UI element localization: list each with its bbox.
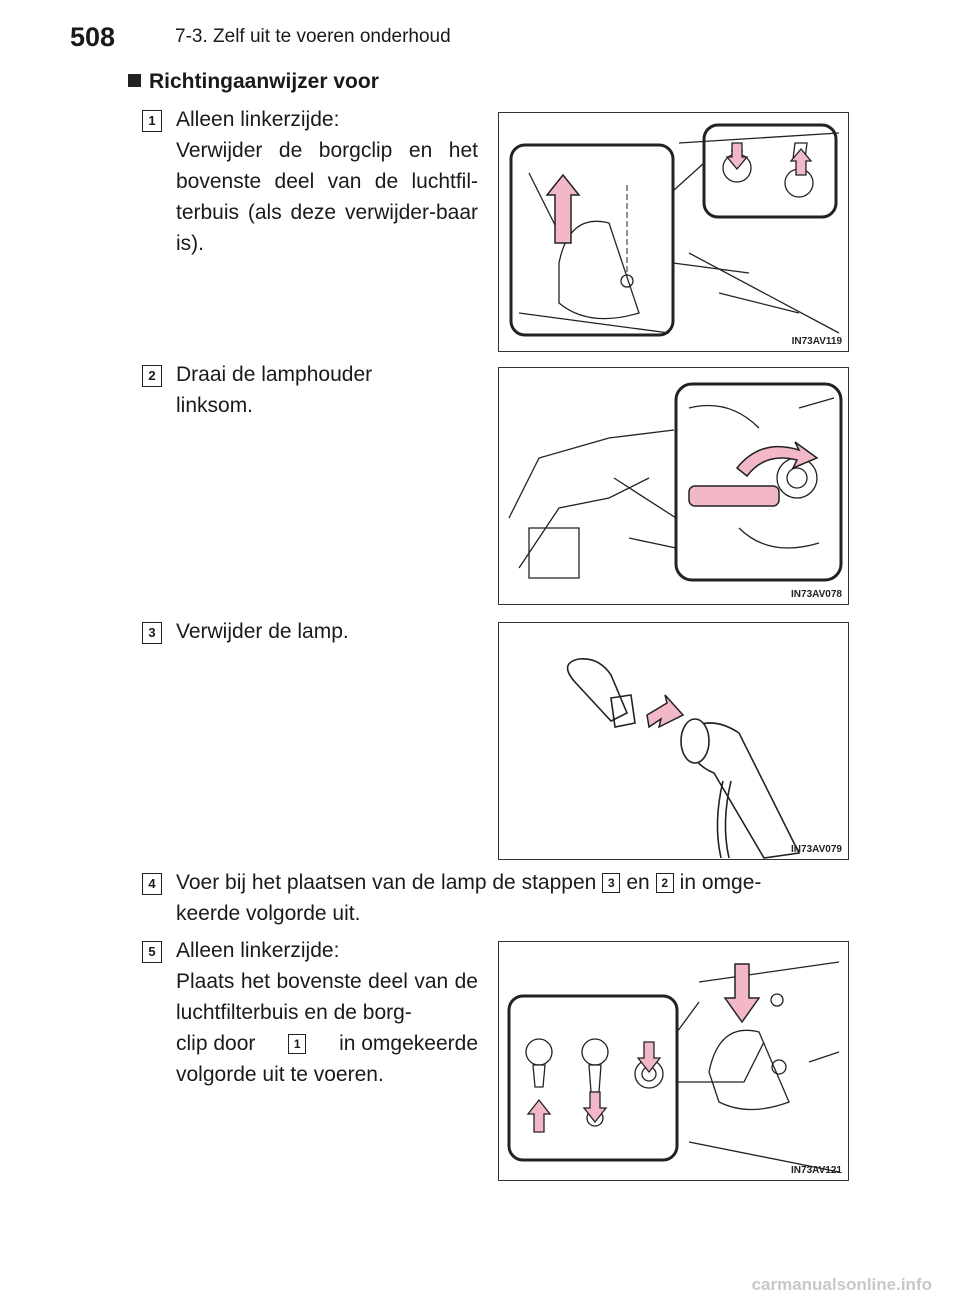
figure-step-1 (498, 112, 849, 352)
step-5-line-4: volgorde uit te voeren. (176, 1063, 384, 1086)
step-ref-3: 3 (602, 873, 620, 893)
step-5-line-3 (176, 1028, 478, 1059)
figure-step-3 (498, 622, 849, 860)
step-1-line-1: Alleen linkerzijde: (176, 108, 340, 131)
figure-step-5 (498, 941, 849, 1181)
step-4-line-1 (176, 867, 856, 898)
figure-code-2: IN73AV078 (791, 589, 842, 600)
bullet-square-icon (128, 74, 141, 87)
step-2-line-2: linksom. (176, 394, 254, 417)
step-5-text (176, 935, 478, 1090)
figure-code-5: IN73AV121 (791, 1165, 842, 1176)
step-5-line-2: Plaats het bovenste deel van de luchtfilterbuis en de borg- (176, 970, 478, 1024)
step-number-3: 3 (142, 622, 162, 644)
chapter-title: 7-3. Zelf uit te voeren onderhoud (175, 26, 451, 47)
step-3-line-1: Verwijder de lamp. (176, 620, 349, 643)
step-ref-1: 1 (288, 1034, 306, 1054)
step-number-1: 1 (142, 110, 162, 132)
section-title (128, 70, 379, 94)
step-4-text (176, 867, 856, 929)
bulb-removal-illustration (499, 623, 849, 860)
section-title-text: Richtingaanwijzer voor (149, 70, 379, 93)
step-3-text (176, 616, 478, 647)
step-2-line-1: Draai de lamphouder (176, 363, 373, 386)
watermark: carmanualsonline.info (751, 1275, 932, 1294)
step-4-text-a: Voer bij het plaatsen van de lamp de stappen (176, 871, 597, 894)
step-1-text (176, 104, 478, 259)
engine-bay-illustration-1 (499, 113, 849, 352)
step-number-4: 4 (142, 873, 162, 895)
step-4-text-b: en (626, 871, 650, 894)
figure-code-3: IN73AV079 (791, 844, 842, 855)
step-4-line-2: keerde volgorde uit. (176, 902, 361, 925)
step-1-line-2: Verwijder de borgclip en het bovenste deel van de luchtfil-terbuis (als deze verwijder-baar is). (176, 139, 478, 255)
step-2-text (176, 359, 478, 421)
step-4-text-c: in omge- (679, 871, 762, 894)
step-number-5: 5 (142, 941, 162, 963)
step-5-text-3a: clip door (176, 1032, 256, 1055)
engine-bay-illustration-5 (499, 942, 849, 1181)
figure-code-1: IN73AV119 (791, 336, 842, 347)
figure-step-2 (498, 367, 849, 605)
step-5-line-1: Alleen linkerzijde: (176, 939, 340, 962)
step-5-text-3b: in omgekeerde (339, 1032, 478, 1055)
page-number: 508 (70, 22, 116, 52)
engine-bay-illustration-2 (499, 368, 849, 605)
step-ref-2: 2 (656, 873, 674, 893)
step-number-2: 2 (142, 365, 162, 387)
